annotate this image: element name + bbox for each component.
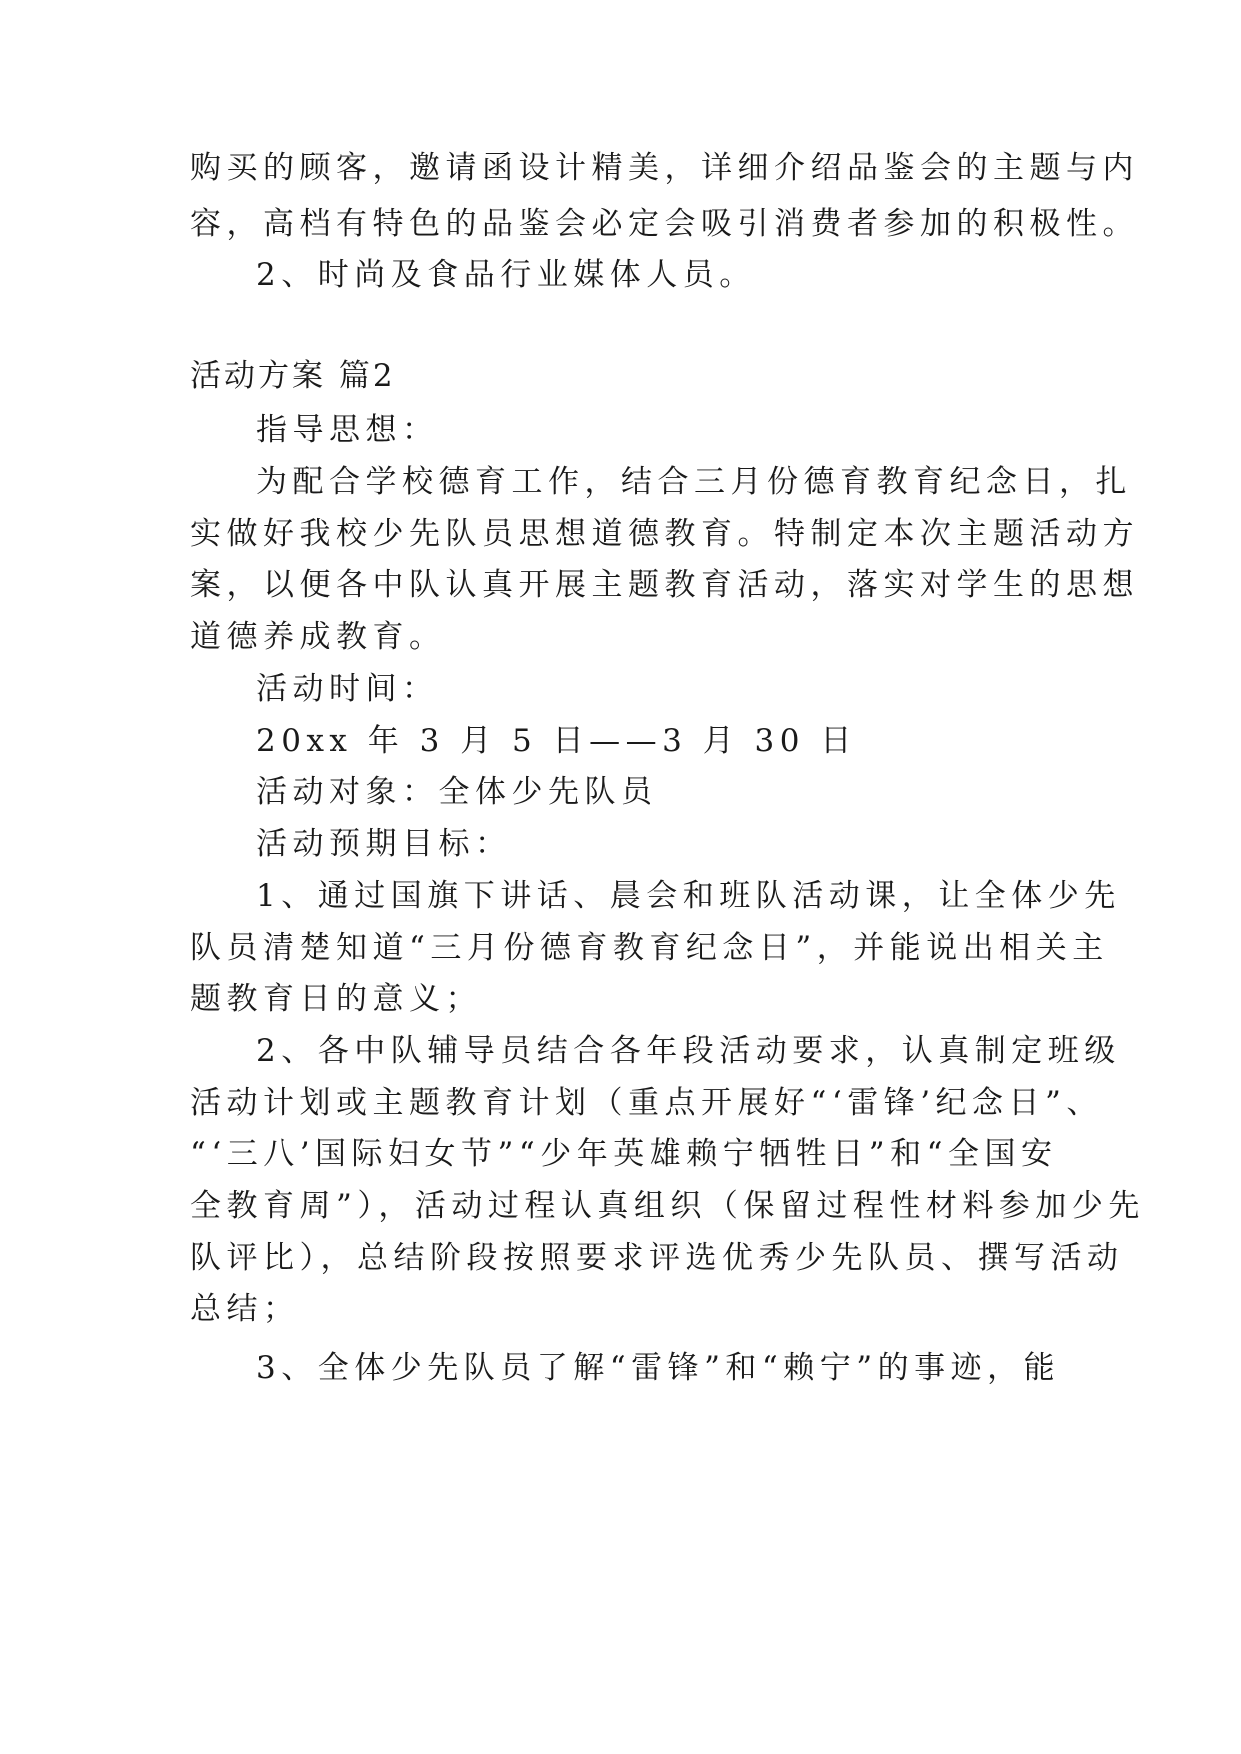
list-item: 1、通过国旗下讲话、晨会和班队活动课，让全体少先 xyxy=(256,878,1121,914)
paragraph-line: 总结； xyxy=(190,1291,300,1327)
date-range-line: 20xx 年 3 月 5 日——3 月 30 日 xyxy=(256,723,857,759)
list-item: 2、各中队辅导员结合各年段活动要求，认真制定班级 xyxy=(256,1033,1121,1069)
paragraph-line: 购买的顾客，邀请函设计精美，详细介绍品鉴会的主题与内 xyxy=(190,150,1139,186)
section-heading: 活动方案 篇2 xyxy=(190,358,396,394)
paragraph-line: 道德养成教育。 xyxy=(190,619,446,655)
label-line: 活动时间： xyxy=(256,671,439,707)
paragraph-line: “‘三八’国际妇女节”“少年英雄赖宁牺牲日”和“全国安 xyxy=(190,1136,1058,1172)
paragraph-line: 活动计划或主题教育计划（重点开展好“‘雷锋’纪念日”、 xyxy=(190,1085,1103,1121)
label-line: 指导思想： xyxy=(256,412,439,448)
paragraph-line: 容，高档有特色的品鉴会必定会吸引消费者参加的积极性。 xyxy=(190,206,1139,242)
paragraph-line: 实做好我校少先队员思想道德教育。特制定本次主题活动方 xyxy=(190,516,1139,552)
label-line: 活动对象：全体少先队员 xyxy=(256,774,658,810)
paragraph-line: 案，以便各中队认真开展主题教育活动，落实对学生的思想 xyxy=(190,567,1139,603)
label-line: 活动预期目标： xyxy=(256,826,512,862)
list-item: 3、全体少先队员了解“雷锋”和“赖宁”的事迹，能 xyxy=(256,1350,1061,1386)
paragraph-line: 为配合学校德育工作，结合三月份德育教育纪念日，扎 xyxy=(256,464,1132,500)
list-item: 2、时尚及食品行业媒体人员。 xyxy=(256,257,756,293)
paragraph-line: 队评比），总结阶段按照要求评选优秀少先队员、撰写活动 xyxy=(190,1240,1124,1276)
paragraph-line: 队员清楚知道“三月份德育教育纪念日”，并能说出相关主 xyxy=(190,930,1109,966)
paragraph-line: 全教育周”），活动过程认真组织（保留过程性材料参加少先 xyxy=(190,1188,1145,1224)
paragraph-line: 题教育日的意义； xyxy=(190,981,482,1017)
